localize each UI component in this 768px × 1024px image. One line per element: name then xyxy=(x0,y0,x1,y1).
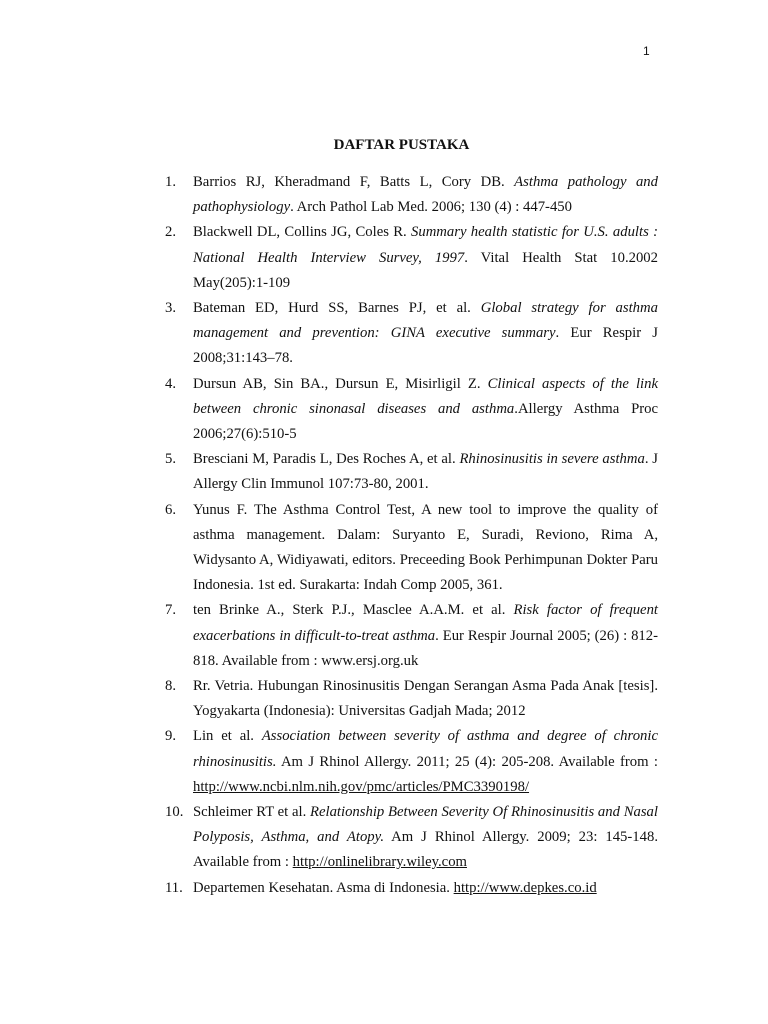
reference-item xyxy=(165,498,658,599)
reference-number: 3. xyxy=(165,300,177,317)
reference-title: Summary health statistic for U.S. adults : National Health Interview Survey, 1997 xyxy=(193,224,658,266)
reference-item xyxy=(165,598,658,674)
reference-text: Am J Rhinol Allergy. 2011; 25 (4): 205-208. Available from : xyxy=(276,753,658,770)
reference-number: 10. xyxy=(165,804,184,821)
reference-number: 11. xyxy=(165,879,183,896)
reference-number: 2. xyxy=(165,224,177,241)
reference-title: Relationship Between Severity Of Rhinosinusitis and Nasal Polyposis, Asthma, and Atopy. xyxy=(193,804,658,846)
reference-number: 9. xyxy=(165,728,177,745)
reference-text: Bresciani M, Paradis L, Des Roches A, et al. xyxy=(193,451,460,468)
reference-text: Barrios RJ, Kheradmand F, Batts L, Cory DB. xyxy=(193,174,515,190)
reference-number: 8. xyxy=(165,678,177,695)
reference-item xyxy=(165,447,658,497)
reference-item xyxy=(165,296,658,372)
reference-number: 7. xyxy=(165,602,177,619)
page-title: DAFTAR PUSTAKA xyxy=(333,137,470,153)
reference-text: . Eur Respir J 2008;31:143–78. xyxy=(193,325,658,367)
reference-text: Lin et al. xyxy=(193,728,262,745)
reference-title: Asthma pathology and pathophysiology xyxy=(193,174,658,216)
reference-text: Departemen Kesehatan. Asma di Indonesia. xyxy=(193,879,454,896)
reference-item xyxy=(165,800,658,876)
reference-title: Risk factor of frequent exacerbations in difficult-to-treat asthma xyxy=(193,602,658,644)
reference-title: Rhinosinusitis in severe asthma xyxy=(459,451,645,468)
reference-text: . Eur Respir Journal 2005; (26) : 812-818. Available from : www.ersj.org.uk xyxy=(193,627,658,669)
reference-number: 5. xyxy=(165,451,177,468)
reference-text: Bateman ED, Hurd SS, Barnes PJ, et al. xyxy=(193,300,481,317)
reference-item xyxy=(165,170,658,220)
reference-text: Dursun AB, Sin BA., Dursun E, Misirligil Z. xyxy=(193,375,488,392)
reference-title: Association between severity of asthma and degree of chronic rhinosinusitis. xyxy=(193,728,658,770)
reference-item xyxy=(165,372,658,448)
reference-text: .Allergy Asthma Proc 2006;27(6):510-5 xyxy=(193,400,658,443)
reference-text: Am J Rhinol Allergy. 2009; 23: 145-148. Available from : xyxy=(193,829,658,871)
reference-text: Blackwell DL, Collins JG, Coles R. xyxy=(193,224,412,241)
reference-text: Rr. Vetria. Hubungan Rinosinusitis Dengan Serangan Asma Pada Anak [tesis]. Yogyakarta (Indonesia): Universitas Gadjah Mada; 2012 xyxy=(193,678,658,720)
reference-number: 1. xyxy=(165,174,177,190)
reference-link[interactable]: http://onlinelibrary.wiley.com xyxy=(292,854,467,871)
reference-title: Global strategy for asthma management and prevention: GINA executive summary xyxy=(193,300,658,342)
reference-item xyxy=(165,220,658,296)
reference-number: 4. xyxy=(165,375,177,392)
reference-link[interactable]: http://www.ncbi.nlm.nih.gov/pmc/articles/PMC3390198/ xyxy=(193,778,530,795)
reference-text: ten Brinke A., Sterk P.J., Masclee A.A.M. et al. xyxy=(193,602,514,619)
page-number: 1 xyxy=(643,44,650,58)
reference-link[interactable]: http://www.depkes.co.id xyxy=(453,879,597,896)
reference-text: . Vital Health Stat 10.2002 May(205):1-109 xyxy=(193,249,658,291)
reference-text: Yunus F. The Asthma Control Test, A new tool to improve the quality of asthma management. Dalam: Suryanto E, Suradi, Reviono, Rima A, Widysanto A, Widiyawati, editors. Preceeding Book Perhimpunan Dokter Paru Indonesia. 1st ed. Surakarta: Indah Comp 2005, 361. xyxy=(193,501,658,594)
reference-text: . J Allergy Clin Immunol 107:73-80, 2001. xyxy=(193,451,659,493)
reference-text: Schleimer RT et al. xyxy=(193,804,310,821)
reference-list xyxy=(165,170,658,901)
reference-number: 6. xyxy=(165,501,177,518)
reference-item xyxy=(165,674,658,724)
reference-item xyxy=(165,876,658,901)
reference-item xyxy=(165,724,658,800)
reference-text: . Arch Pathol Lab Med. 2006; 130 (4) : 447-450 xyxy=(290,199,572,216)
reference-title: Clinical aspects of the link between chronic sinonasal diseases and asthma xyxy=(193,375,658,417)
